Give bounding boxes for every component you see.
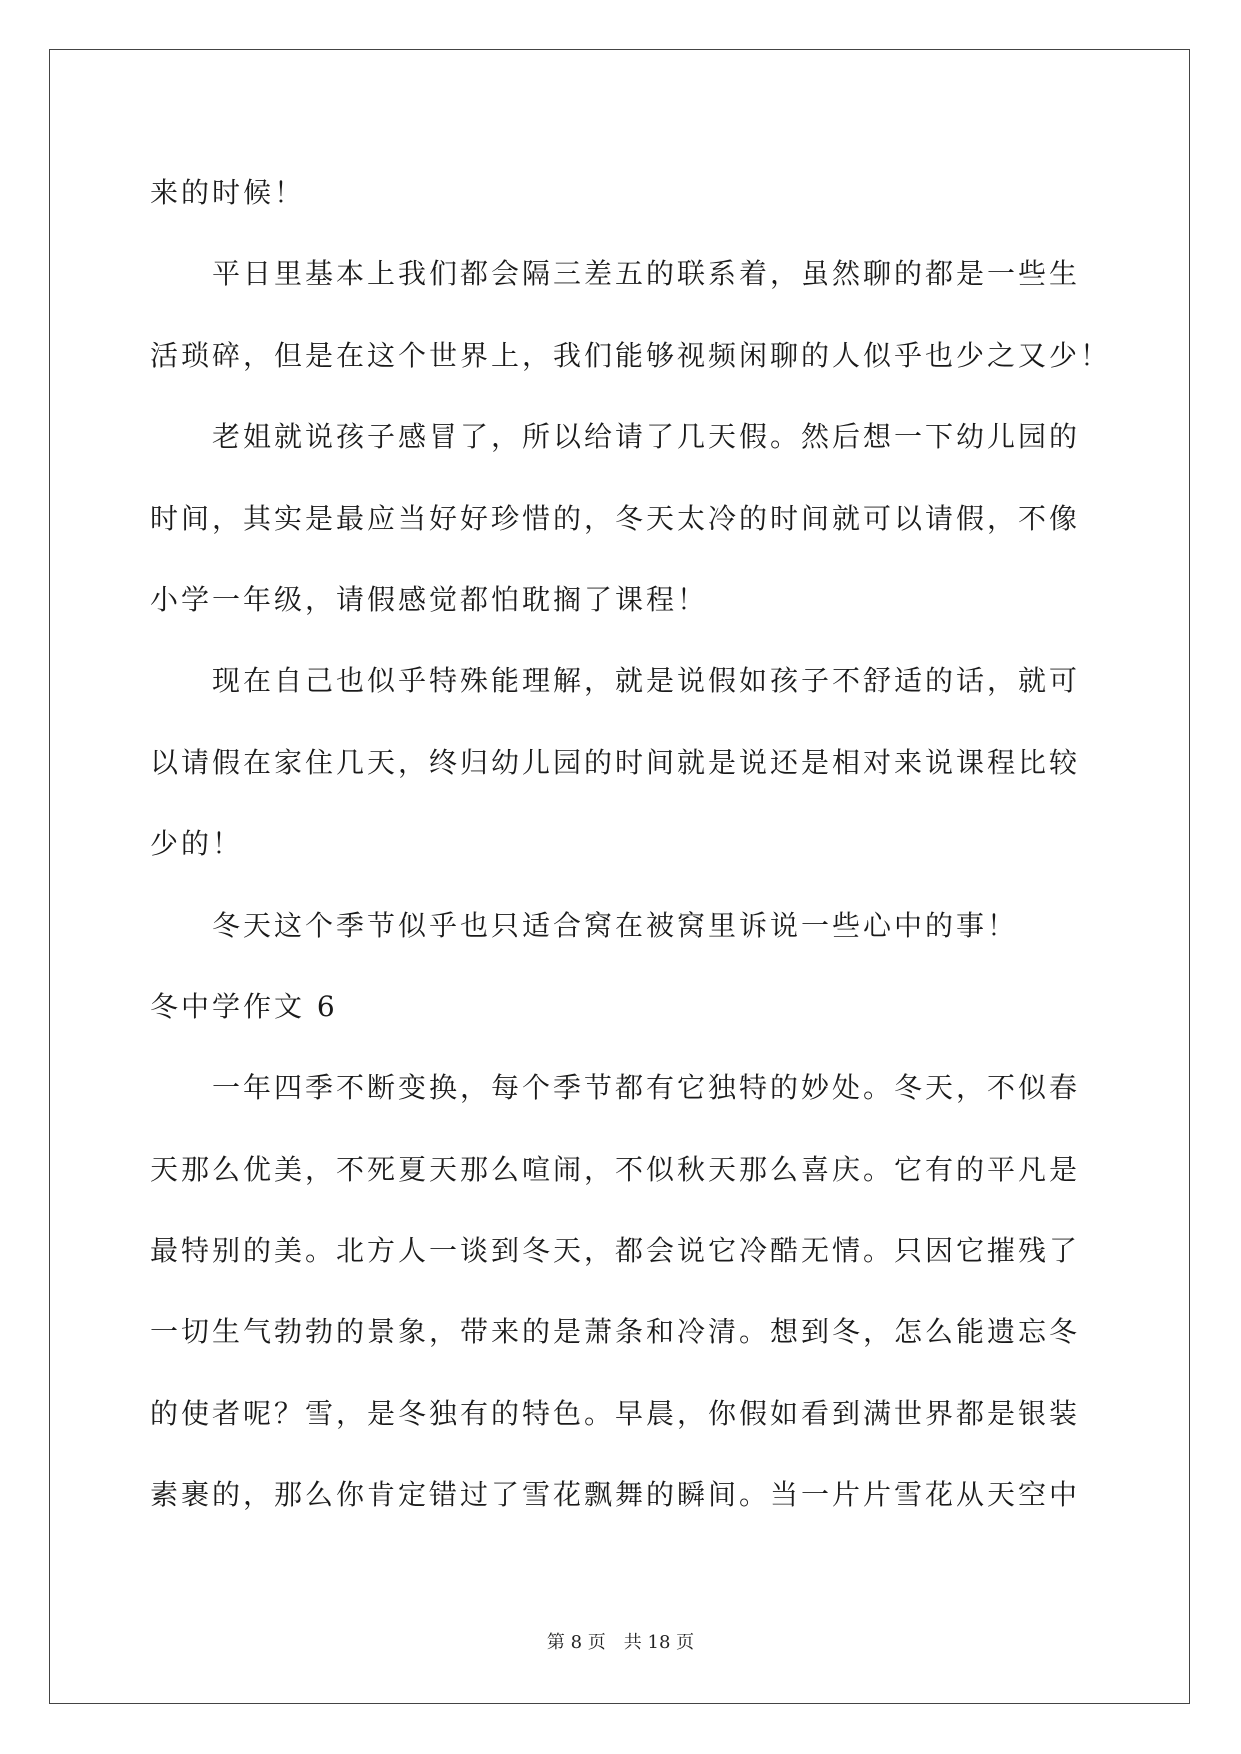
- text-line: 小学一年级，请假感觉都怕耽搁了课程！: [150, 582, 709, 616]
- paragraph-start: 平日里基本上我们都会隔三差五的联系着，虽然聊的都是一些生: [212, 257, 1081, 291]
- paragraph-start: 现在自己也似乎特殊能理解，就是说假如孩子不舒适的话，就可: [212, 664, 1081, 698]
- text-line: 以请假在家住几天，终归幼儿园的时间就是说还是相对来说课程比较: [150, 745, 1081, 779]
- text-line: 一切生气勃勃的景象，带来的是萧条和冷清。想到冬，怎么能遗忘冬: [150, 1315, 1081, 1349]
- paragraph-start: 冬天这个季节似乎也只适合窝在被窝里诉说一些心中的事！: [212, 908, 1019, 942]
- paragraph-start: 老姐就说孩子感冒了，所以给请了几天假。然后想一下幼儿园的: [212, 420, 1081, 454]
- section-heading: 冬中学作文 6: [150, 989, 338, 1023]
- text-line: 少的！: [150, 827, 244, 861]
- text-line: 最特别的美。北方人一谈到冬天，都会说它冷酷无情。只因它摧残了: [150, 1234, 1081, 1268]
- text-line: 天那么优美，不死夏天那么喧闹，不似秋天那么喜庆。它有的平凡是: [150, 1152, 1081, 1186]
- text-line: 的使者呢？雪，是冬独有的特色。早晨，你假如看到满世界都是银装: [150, 1396, 1081, 1430]
- document-body: [150, 152, 1112, 1536]
- text-line: 素裹的，那么你肯定错过了雪花飘舞的瞬间。当一片片雪花从天空中: [150, 1478, 1081, 1512]
- paragraph-start: 一年四季不断变换，每个季节都有它独特的妙处。冬天，不似春: [212, 1071, 1081, 1105]
- text-line: 时间，其实是最应当好好珍惜的，冬天太冷的时间就可以请假，不像: [150, 501, 1081, 535]
- text-line: 来的时候！: [150, 176, 306, 209]
- text-line: 活琐碎，但是在这个世界上，我们能够视频闲聊的人似乎也少之又少！: [150, 338, 1112, 372]
- page-number-footer: 第 8 页 共 18 页: [546, 1632, 695, 1653]
